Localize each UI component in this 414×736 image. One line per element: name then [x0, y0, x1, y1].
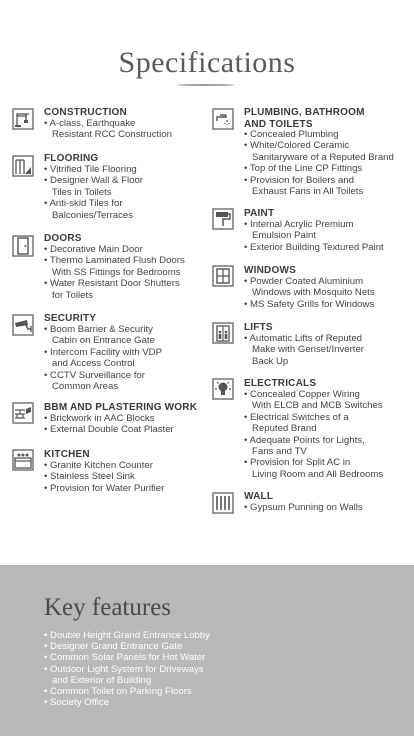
- list-item: • Outdoor Light System for Driveways: [44, 663, 204, 675]
- paint-list: [244, 219, 384, 253]
- list-item: Cabin on Entrance Gate: [44, 335, 155, 347]
- bbm-list: [44, 413, 174, 436]
- list-item: Balconies/Terraces: [44, 209, 134, 221]
- lifts-list: [244, 333, 364, 367]
- list-item: Tiles in Toilets: [44, 186, 112, 198]
- electricals-heading: ELECTRICALS: [244, 378, 317, 389]
- list-item: • Provision for Split AC in: [244, 457, 351, 469]
- faucet-icon: [212, 108, 234, 130]
- doors-list: [44, 244, 185, 301]
- list-item: • White/Colored Ceramic: [244, 140, 350, 152]
- wall-icon: [212, 492, 234, 514]
- list-item: • Society Office: [44, 697, 110, 709]
- elevator-icon: [212, 322, 234, 344]
- electricals-list: [244, 389, 383, 480]
- list-item: for Toilets: [44, 289, 93, 301]
- list-item: • Concealed Plumbing: [244, 129, 339, 140]
- list-item: • Anti-skid Tiles for: [44, 198, 123, 210]
- list-item: • Concealed Copper Wiring: [244, 389, 360, 400]
- wall-list: [244, 502, 363, 513]
- list-item: • Provision for Water Purifier: [44, 482, 165, 494]
- wall-heading: WALL: [244, 491, 274, 502]
- lifts-heading: LIFTS: [244, 322, 273, 333]
- list-item: Make with Genset/Inverter: [244, 344, 364, 356]
- list-item: With SS Fittings for Bedrooms: [44, 266, 181, 278]
- list-item: • Brickwork in AAC Blocks: [44, 413, 155, 424]
- security-heading: SECURITY: [44, 313, 97, 324]
- list-item: • Provision for Boilers and: [244, 174, 355, 186]
- cctv-camera-icon: [12, 314, 34, 336]
- kitchen-heading: KITCHEN: [44, 449, 90, 460]
- list-item: and Exterior of Building: [44, 674, 152, 686]
- title-divider: [177, 84, 235, 86]
- list-item: Sanitaryware of a Reputed Brand: [244, 151, 394, 163]
- list-item: • Double Height Grand Entrance Lobby: [44, 630, 211, 641]
- list-item: • Automatic Lifts of Reputed: [244, 333, 363, 344]
- bbm-heading: BBM AND PLASTERING WORK: [44, 402, 198, 413]
- list-item: Exhaust Fans in All Toilets: [244, 186, 364, 198]
- plumbing-heading: PLUMBING, BATHROOM AND TOILETS: [244, 107, 365, 130]
- list-item: • Common Toilet on Parking Floors: [44, 686, 192, 698]
- list-item: Windows with Mosquito Nets: [244, 287, 375, 299]
- kitchen-list: [44, 460, 164, 494]
- list-item: With ELCB and MCB Switches: [244, 400, 383, 412]
- list-item: • Thermo Laminated Flush Doors: [44, 255, 185, 267]
- list-item: • CCTV Surveillance for: [44, 369, 145, 381]
- list-item: Common Areas: [44, 381, 119, 393]
- list-item: • Granite Kitchen Counter: [44, 460, 153, 471]
- brick-wall-icon: [12, 402, 34, 424]
- construction-list: [44, 118, 172, 141]
- list-item: • Vitrified Tile Flooring: [44, 164, 137, 175]
- list-item: • Internal Acrylic Premium: [244, 219, 354, 230]
- list-item: • Designer Grand Entrance Gate: [44, 641, 183, 653]
- list-item: • External Double Coat Plaster: [44, 424, 174, 436]
- paint-heading: PAINT: [244, 208, 275, 219]
- list-item: • Intercom Facility with VDP: [44, 346, 162, 358]
- floor-tiles-icon: [12, 155, 34, 177]
- list-item: • Water Resistant Door Shutters: [44, 278, 180, 290]
- door-icon: [12, 235, 34, 257]
- security-list: [44, 324, 162, 392]
- list-item: • Decorative Main Door: [44, 244, 143, 255]
- flooring-heading: FLOORING: [44, 153, 99, 164]
- paint-roller-icon: [212, 208, 234, 230]
- list-item: Fans and TV: [244, 446, 307, 458]
- list-item: Emulsion Paint: [244, 230, 316, 242]
- windows-list: [244, 276, 375, 310]
- doors-heading: DOORS: [44, 233, 82, 244]
- list-item: Living Room and All Bedrooms: [244, 468, 384, 480]
- kitchen-stove-icon: [12, 449, 34, 471]
- crane-icon: [12, 108, 34, 130]
- list-item: • Top of the Line CP Fittings: [244, 163, 363, 175]
- list-item: • Adequate Points for Lights,: [244, 434, 365, 446]
- key-features-title: Key features: [44, 594, 172, 621]
- list-item: and Access Control: [44, 358, 135, 370]
- page-title: Specifications: [118, 46, 296, 79]
- list-item: • Stainless Steel Sink: [44, 471, 135, 483]
- flooring-list: [44, 164, 143, 221]
- list-item: • Designer Wall & Floor: [44, 175, 143, 187]
- list-item: • Boom Barrier & Security: [44, 324, 153, 335]
- list-item: • Gypsum Punning on Walls: [244, 502, 363, 513]
- list-item: Back Up: [244, 355, 289, 367]
- list-item: • A-class, Earthquake: [44, 118, 136, 129]
- window-icon: [212, 265, 234, 287]
- list-item: • Exterior Building Textured Paint: [244, 241, 384, 253]
- plumbing-list: [244, 129, 394, 197]
- list-item: Reputed Brand: [244, 423, 317, 435]
- windows-heading: WINDOWS: [244, 265, 296, 276]
- list-item: • Powder Coated Aluminium: [244, 276, 364, 287]
- light-bulb-icon: [212, 378, 234, 400]
- key-features-list: [44, 630, 210, 708]
- list-item: Resistant RCC Construction: [44, 129, 172, 141]
- list-item: • Common Solar Panels for Hot Water: [44, 652, 206, 664]
- list-item: • Electrical Switches of a: [244, 411, 349, 423]
- construction-heading: CONSTRUCTION: [44, 107, 127, 118]
- list-item: • MS Safety Grills for Windows: [244, 298, 375, 310]
